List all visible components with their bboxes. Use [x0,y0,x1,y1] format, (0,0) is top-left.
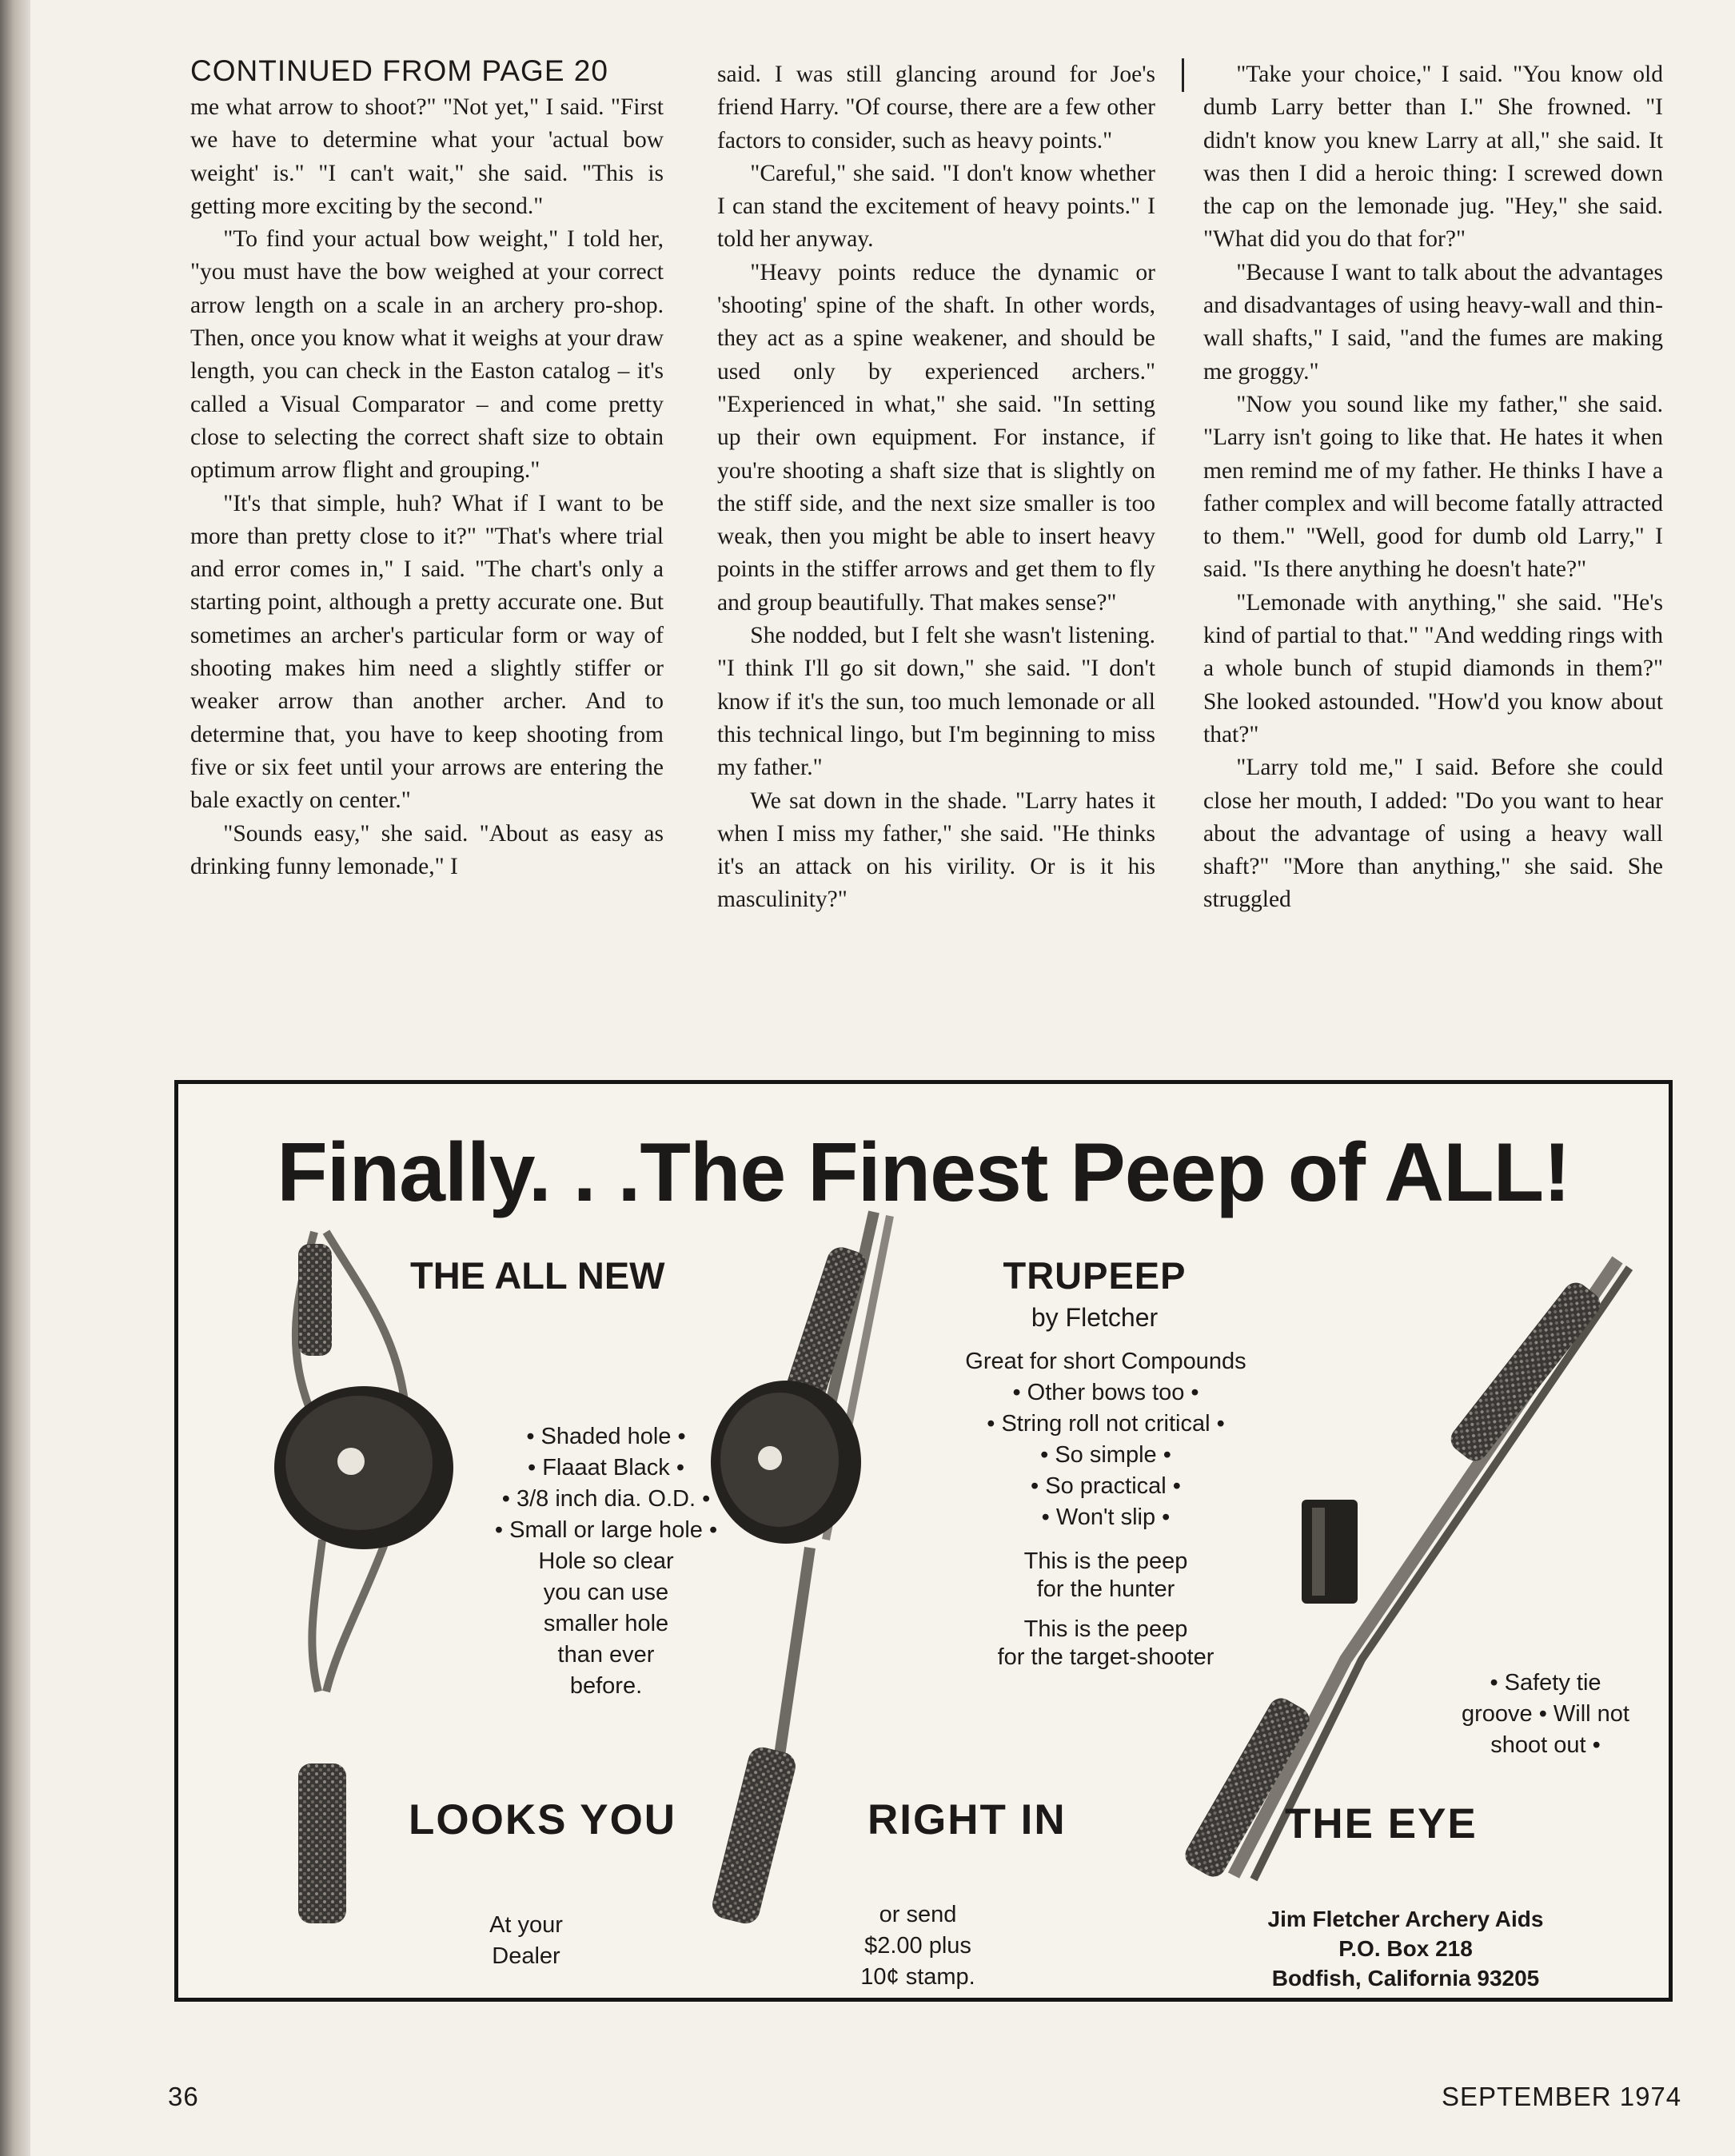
company-address [1226,1904,1585,1993]
feature-line: • So practical • [1031,1473,1181,1499]
target-line: for the target-shooter [997,1644,1214,1670]
feature-line: before. [569,1673,643,1699]
safety-line: • Safety tie [1490,1670,1601,1696]
paragraph: me what arrow to shoot?" "Not yet," I said. "First we have to determine what your 'actual bow weight' is." "I can't wait," she said. "This is getting more exciting by the second." [190,94,664,219]
address-line: Jim Fletcher Archery Aids [1267,1907,1544,1931]
paragraph: "Heavy points reduce the dynamic or 'shooting' spine of the shaft. In other words, they act as a spine weakener, and should be used only by experienced archers." "Experienced in what," she said. "In setting up their own equipment. For instance, if you're shooting a shaft size that is slightly on the stiff side, and the next size smaller is too weak, then you might be able to insert heavy points in the stiffer arrows and get them to fly and group beautifully. That makes sense?" [717,259,1155,616]
paragraph: "To find your actual bow weight," I told her, "you must have the bow weighed at your correct arrow length on a scale in an archery pro-shop. Then, once you know what it weighs at your draw length, you can check in the Easton catalog – it's called a Visual Comparator – and come pretty close to selecting the correct shaft size to obtain optimum arrow flight and grouping." [190,226,664,484]
mail-order-line: $2.00 plus [864,1933,971,1959]
paragraph: "Careful," she said. "I don't know whether I can stand the excitement of heavy points." I told her anyway. [717,160,1155,253]
paragraph: "Take your choice," I said. "You know old dumb Larry better than I." She frowned. "I didn't know you knew Larry at all," she said. It was then I did a heroic thing: I screwed down the cap on the lemonade jug. "Hey," she said. "What did you do that for?" [1203,62,1663,253]
article-column-1 [190,91,664,883]
paragraph: "Sounds easy," she said. "About as easy as drinking funny lemonade," I [190,820,664,879]
article-column-2 [717,58,1155,917]
safety-line: shoot out • [1490,1732,1601,1758]
feature-line: you can use [543,1580,669,1605]
feature-line: • Other bows too • [1012,1380,1199,1405]
feature-line: Great for short Compounds [965,1349,1246,1374]
column-rule [1182,58,1184,92]
target-text [970,1616,1242,1672]
target-line: This is the peep [1023,1616,1188,1642]
paragraph: "Lemonade with anything," she said. "He's kind of partial to that." "And wedding rings with a whole bunch of stupid diamonds in them?" She looked astounded. "How'd you know about that?" [1203,589,1663,747]
dealer-text [482,1910,570,1972]
feature-line: • 3/8 inch dia. O.D. • [501,1486,711,1512]
address-line: Bodfish, California 93205 [1271,1966,1540,1991]
safety-text [1430,1668,1661,1761]
feature-line: Hole so clear [538,1548,674,1574]
address-line: P.O. Box 218 [1338,1936,1473,1961]
feature-line: • Flaaat Black • [528,1455,684,1481]
paragraph: "Larry told me," I said. Before she could close her mouth, I added: "Do you want to hear about the advantage of using a heavy wall shaft?" "More than anything," she said. She struggled [1203,755,1663,913]
feature-line: • So simple • [1040,1442,1171,1468]
page-number: 36 [168,2082,199,2111]
hunter-line: This is the peep [1023,1548,1188,1574]
feature-line: • Won't slip • [1041,1504,1171,1530]
ad-headline: Finally. . .The Finest Peep of ALL! [277,1126,1570,1219]
paragraph: She nodded, but I felt she wasn't listening. "I think I'll go sit down," she said. "I don't know if it's the sun, too much lemonade or all this technical lingo, but I'm beginning to miss my father." [717,623,1155,781]
dealer-line: At your [489,1912,563,1938]
safety-line: groove • Will not [1461,1701,1629,1727]
mail-order-text [826,1899,1010,1993]
slogan-part-3: THE EYE [1285,1800,1478,1847]
feature-line: than ever [557,1642,655,1668]
mail-order-line: or send [879,1902,957,1927]
article-column-3 [1203,58,1663,917]
feature-line: • String roll not critical • [987,1411,1225,1437]
paragraph: "It's that simple, huh? What if I want to be more than pretty close to it?" "That's where trial and error comes in," I said. "The chart's only a starting point, although a pretty accurate one. But sometimes an archer's particular form or way of shooting makes him need a slightly stiffer or weaker arrow than another archer. And to determine that, you have to keep shooting from five or six feet until your arrows are entering the bale exactly on center." [190,490,664,814]
peep-sight-photos [178,1084,1669,1998]
page-binding-edge [0,0,30,2156]
feature-line: smaller hole [543,1611,669,1636]
paragraph: said. I was still glancing around for Joe's friend Harry. "Of course, there are a few other factors to consider, such as heavy points." [717,62,1155,153]
features-right [954,1346,1258,1533]
issue-date: SEPTEMBER 1974 [1442,2082,1682,2111]
continued-from-label: CONTINUED FROM PAGE 20 [190,54,608,87]
feature-line: • Small or large hole • [494,1517,718,1543]
all-new-label: THE ALL NEW [410,1254,665,1297]
paragraph: We sat down in the shade. "Larry hates it when I miss my father," she said. "He thinks it's an attack on his virility. Or is it his masculinity?" [717,787,1155,913]
dealer-line: Dealer [492,1943,560,1969]
slogan-part-2: RIGHT IN [868,1796,1067,1843]
features-left [442,1421,770,1702]
hunter-text [986,1548,1226,1604]
hunter-line: for the hunter [1036,1576,1175,1602]
paragraph: "Now you sound like my father," she said. "Larry isn't going to like that. He hates it when men remind me of my father. He thinks I have a father complex and will become fatally attracted to them." "Well, good for dumb old Larry," I said. "Is there anything he doesn't hate?" [1203,391,1663,583]
trupeep-advertisement [174,1080,1673,2002]
product-name: TRUPEEP [1003,1254,1187,1297]
feature-line: • Shaded hole • [526,1424,686,1449]
mail-order-line: 10¢ stamp. [860,1964,975,1990]
product-maker: by Fletcher [1031,1303,1159,1332]
paragraph: "Because I want to talk about the advantages and disadvantages of using heavy-wall and thin-wall shafts," I said, "and the fumes are making me groggy." [1203,259,1663,385]
slogan-part-1: LOOKS YOU [409,1796,677,1843]
